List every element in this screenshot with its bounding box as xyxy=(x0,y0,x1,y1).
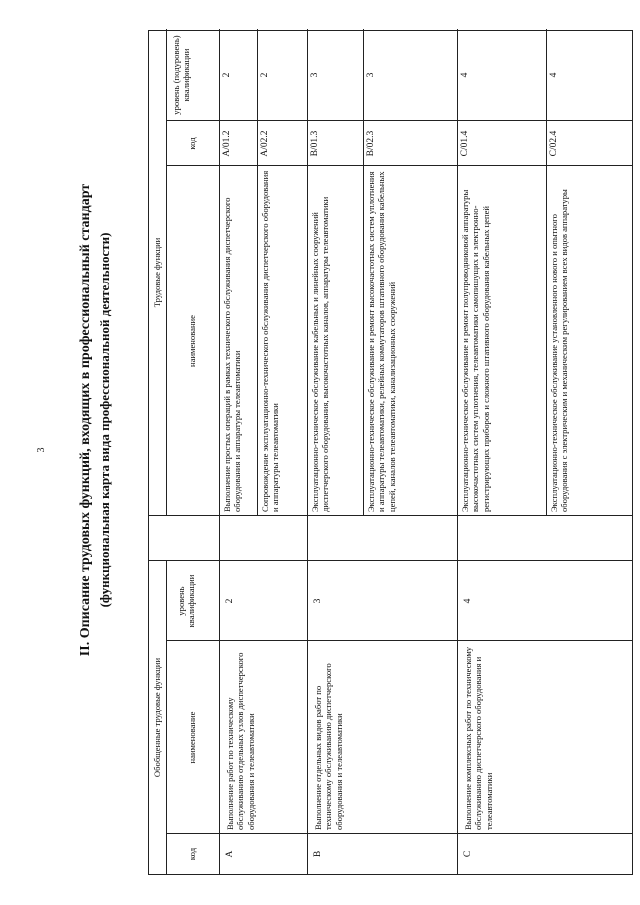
labor-name-c02: Эксплуатационно-техническое обслуживание установленного нового и опытного оборудования с электрическим и механическим регулированием всех видов аппаратуры xyxy=(549,189,570,512)
labor-name-c01: Эксплуатационно-техническое обслуживание и ремонт полупроводниковой аппаратуры высокочастотных систем уплотнения, телеавтоматики самопишущих и электронно-регистрирующих приборов и сложного штативного оборудования кабельных цепей xyxy=(460,189,491,512)
labor-code-b01: B/01.3 xyxy=(310,130,320,157)
labor-level-b02: 3 xyxy=(366,72,376,78)
header-level: уровень квалификации xyxy=(176,574,197,628)
header-name: наименование xyxy=(187,711,197,764)
generalized-name-a: Выполнение работ по техническому обслуживанию отдельных узлов диспетчерского оборудования и телеавтоматики xyxy=(225,652,256,830)
header-labor-name: наименование xyxy=(187,315,197,367)
labor-name-b02: Эксплуатационно-техническое обслуживание и ремонт высокочастотных систем уплотнения и аппаратуры телеавтоматики, релейных коммутаторов штативного оборудования кабельных цепей, каналов телеавтоматики, канализационных сооружений xyxy=(366,171,397,512)
generalized-name-c: Выполнение комплексных работ по техническому обслуживанию диспетчерского оборудования и телеавтоматики xyxy=(463,646,494,830)
labor-name-a01: Выполнение простых операций в рамках технического обслуживания диспетчерского оборудования и аппаратуры телеавтоматики xyxy=(222,197,243,512)
labor-code-a01: A/01.2 xyxy=(222,130,232,157)
header-code: код xyxy=(187,847,197,861)
labor-code-a02: A/02.2 xyxy=(260,130,270,157)
labor-code-c02: C/02.4 xyxy=(549,130,559,157)
generalized-name-b: Выполнение отдельных видов работ по техническому обслуживанию диспетчерского оборудования и телеавтоматики xyxy=(313,663,344,830)
section-subtitle: (функциональная карта вида профессиональной деятельности) xyxy=(97,232,112,608)
header-level-sublevel: уровень (подуровень) квалификации xyxy=(171,35,192,115)
header-generalized-functions: Обобщенные трудовые функции xyxy=(152,657,162,778)
generalized-level-a: 2 xyxy=(225,598,235,604)
labor-name-a02: Сопровождение эксплуатационно-технического обслуживания диспетчерского оборудования и аппаратуры телеавтоматики xyxy=(260,170,281,512)
generalized-code-a: A xyxy=(225,850,235,858)
labor-code-c01: C/01.4 xyxy=(460,130,470,157)
generalized-code-b: B xyxy=(313,850,323,858)
labor-level-c01: 4 xyxy=(460,72,470,78)
labor-code-b02: B/02.3 xyxy=(366,130,376,157)
labor-name-b01: Эксплуатационно-техническое обслуживание кабельных и линейных сооружений диспетчерского оборудования, высокочастотных каналов, аппаратуры телеавтоматики xyxy=(310,196,331,512)
section-title: II. Описание трудовых функций, входящих в профессиональный стандарт xyxy=(78,183,93,657)
labor-level-c02: 4 xyxy=(549,72,559,78)
header-labor-functions: Трудовые функции xyxy=(152,237,162,308)
generalized-level-b: 3 xyxy=(313,598,323,604)
labor-level-a02: 2 xyxy=(260,72,270,78)
functional-map-table xyxy=(148,30,633,875)
header-labor-code: код xyxy=(187,137,197,150)
generalized-level-c: 4 xyxy=(463,598,473,604)
page-number: 3 xyxy=(36,447,47,453)
labor-level-a01: 2 xyxy=(222,72,232,78)
generalized-code-c: C xyxy=(463,850,473,858)
labor-level-b01: 3 xyxy=(310,72,320,78)
